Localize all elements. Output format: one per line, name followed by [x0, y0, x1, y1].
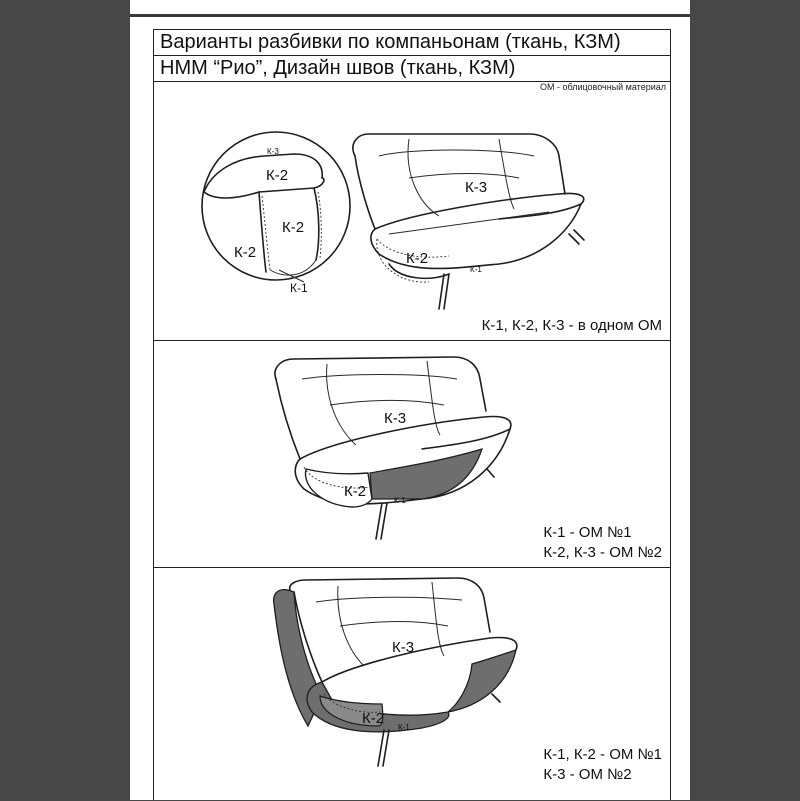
sofa3-label-k3: К-3	[392, 639, 415, 656]
table-subtitle: НММ “Рио”, Дизайн швов (ткань, КЗМ)	[154, 56, 670, 82]
sofa1-label-k1: К-1	[470, 265, 482, 274]
detail-label-k2-top: К-2	[266, 167, 289, 184]
variant-3-caption-line-2: К-3 - ОМ №2	[543, 766, 632, 783]
sofa2-label-k2: К-2	[344, 483, 367, 500]
sofa1-label-k3: К-3	[465, 179, 488, 196]
detail-label-k2-left: К-2	[234, 244, 257, 261]
variant-2-caption	[543, 523, 662, 563]
sofa2-label-k1: К-1	[394, 496, 406, 505]
variant-panel-1	[154, 82, 670, 341]
variant-panel-2	[154, 341, 670, 568]
variant-3-caption	[543, 745, 662, 785]
variant-2-caption-line-1: К-1 - ОМ №1	[543, 524, 632, 541]
variant-3-caption-line-1: К-1, К-2 - ОМ №1	[543, 746, 662, 763]
sofa3-label-k1: К-1	[398, 723, 410, 732]
detail-label-k3: К-3	[267, 147, 279, 156]
variant-2-caption-line-2: К-2, К-3 - ОМ №2	[543, 544, 662, 561]
table-title: Варианты разбивки по компаньонам (ткань, КЗМ)	[154, 30, 670, 56]
sofa1-label-k2: К-2	[406, 250, 429, 267]
variant-panel-3	[154, 568, 670, 801]
variant-1-drawing	[154, 82, 670, 341]
sofa3-label-k2: К-2	[362, 710, 385, 727]
sofa-3	[274, 578, 517, 766]
top-rule	[130, 14, 690, 17]
variant-1-caption-line-1: К-1, К-2, К-3 - в одном ОМ	[481, 317, 662, 334]
sofa-1	[353, 134, 584, 309]
variants-table	[153, 29, 671, 800]
detail-label-k2-mid: К-2	[282, 219, 305, 236]
sofa2-label-k3: К-3	[384, 410, 407, 427]
detail-label-k1: К-1	[290, 281, 308, 295]
variant-1-caption	[482, 316, 662, 336]
legend-note: ОМ - облицовочный материал	[539, 82, 666, 92]
sofa-2	[275, 357, 511, 539]
